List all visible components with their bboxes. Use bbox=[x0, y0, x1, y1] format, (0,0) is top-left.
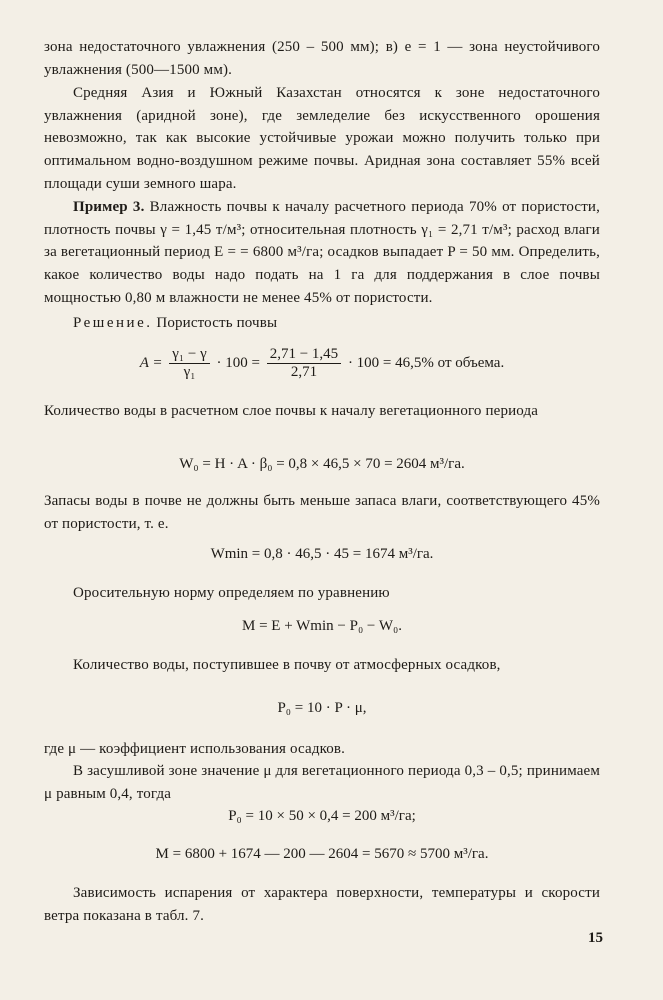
paragraph-irrigation-norm: Оросительную норму определяем по уравнению bbox=[73, 585, 390, 601]
solution-label: Решение. bbox=[73, 315, 153, 331]
eq1-frac2-denominator: 2,71 bbox=[290, 364, 318, 380]
eq1-fraction-numeric bbox=[267, 346, 341, 381]
solution-text: Пористость почвы bbox=[156, 315, 278, 331]
equation-p0-formula: P₀ = 10 · P · μ, bbox=[277, 700, 367, 716]
paragraph-initial-water: Количество воды в расчетном слое почвы к началу вегетационного периода bbox=[44, 403, 539, 419]
eq1-frac2-numerator: 2,71 − 1,45 bbox=[267, 346, 341, 364]
paragraph-evaporation: Зависимость испарения от характера поверхности, температуры и скорости ветра показана в табл. 7. bbox=[44, 885, 600, 924]
eq1-fraction-symbolic bbox=[169, 346, 209, 381]
equation-porosity bbox=[44, 346, 600, 381]
eq1-lhs: A = bbox=[139, 354, 163, 371]
example-text: Влажность почвы к началу расчетного периода 70% от пористости, плотность почвы γ = 1,45 т/м³; относительная плотность γ₁ = 2,71 т/м³; расход влаги за вегетационный период E = = 6800 м³/га; осадков выпадает P = 50 мм. Определить, какое количество воды надо подать на 1 га для поддержания в слое почвы мощностью 0,80 м влажности не менее 45% от пористости. bbox=[44, 199, 600, 306]
eq1-frac1-numerator: γ₁ − γ bbox=[169, 346, 209, 364]
paragraph-min-reserves: Запасы воды в почве не должны быть меньше запаса влаги, соответствующего 45% от пористости, т. е. bbox=[44, 493, 600, 532]
paragraph-arid-mu: В засушливой зоне значение μ для вегетационного периода 0,3 – 0,5; принимаем μ равным 0,4, тогда bbox=[44, 763, 600, 802]
eq1-mid: · 100 = bbox=[216, 354, 260, 371]
paragraph-precipitation-water: Количество воды, поступившее в почву от атмосферных осадков, bbox=[73, 657, 501, 673]
equation-wmin: Wmin = 0,8 · 46,5 · 45 = 1674 м³/га. bbox=[210, 546, 434, 562]
page-number: 15 bbox=[588, 930, 603, 946]
equation-p0-value: P₀ = 10 × 50 × 0,4 = 200 м³/га; bbox=[228, 808, 416, 824]
eq1-frac1-denominator: γ₁ bbox=[183, 364, 196, 380]
equation-irrigation-norm: M = E + Wmin − P₀ − W₀. bbox=[242, 618, 402, 634]
example-label: Пример 3. bbox=[73, 199, 145, 215]
eq1-rhs: · 100 = 46,5% от объема. bbox=[347, 354, 505, 371]
paragraph-mu-definition: где μ — коэффициент использования осадков. bbox=[44, 741, 346, 757]
equation-w0: W₀ = H · A · β₀ = 0,8 × 46,5 × 70 = 2604 м³/га. bbox=[179, 456, 465, 472]
equation-m-value: M = 6800 + 1674 — 200 — 2604 = 5670 ≈ 5700 м³/га. bbox=[155, 846, 489, 862]
paragraph-example-3 bbox=[44, 196, 600, 310]
paragraph-zone-continuation: зона недостаточного увлажнения (250 – 500 мм); в) e = 1 — зона неустойчивого увлажнения (500—1500 мм). bbox=[44, 39, 600, 78]
paragraph-solution bbox=[44, 312, 600, 335]
paragraph-arid-zone: Средняя Азия и Южный Казахстан относятся к зоне недостаточного увлажнения (аридной зоне), где земледелие без искусственного орошения невозможно, так как высокие устойчивые урожаи можно получить только при оптимальном водно-воздушном режиме почвы. Аридная зона составляет 55% всей площади суши земного шара. bbox=[44, 85, 600, 192]
